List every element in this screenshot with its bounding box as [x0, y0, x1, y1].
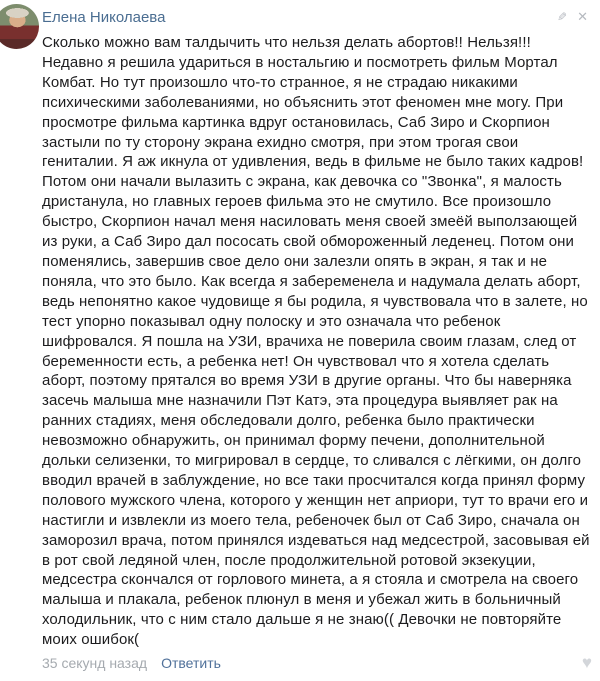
comment-actions	[557, 8, 590, 24]
comment-footer	[42, 655, 594, 671]
edit-icon[interactable]: ✎	[557, 10, 568, 24]
reply-button[interactable]: Ответить	[161, 655, 221, 672]
author-name-link[interactable]: Елена Николаева	[42, 9, 166, 26]
like-heart-icon[interactable]: ♥	[581, 653, 592, 673]
timestamp: 35 секунд назад	[42, 655, 148, 672]
close-icon[interactable]: ✕	[577, 9, 588, 24]
comment-text: Сколько можно вам талдычить что нельзя делать абортов!! Нельзя!!! Недавно я решила удариться в ностальгию и посмотреть фильм Мортал Комбат. Но тут произошло что-то странное, я не страдаю никакими психическими заболеваниями, но объяснить этот феномен мне могу. При просмотре фильма картинка вдруг остановилась, Саб Зиро и Скорпион застыли по ту сторону экрана ехидно смотря, при этом трогая свои гениталии. Я аж икнула от удивления, ведь в фильме не было таких кадров! Потом они начали вылазить с экрана, как девочка со "Звонка", я малость дристанула, но главных героев фильма это не смутило. Все произошло быстро, Скорпион начал меня насиловать меня своей змеёй выползающей из руки, а Саб Зиро дал пососать свой обмороженный леденец. Потом они поменялись, завершив свое дело они залезли опять в экран, я так и не поняла, что это было. Как всегда я забеременела и надумала делать аборт, ведь непонятно какое чудовище я бы родила, я чувствовала что в залете, но тест упорно показывал одну полоску и это означала что ребенок шифровался. Я пошла на УЗИ, врачиха не поверила своим глазам, след от беременности есть, а ребенка нет! Он чувствовал что я хотела сделать аборт, поэтому прятался во время УЗИ в другие органы. Что бы наверняка засечь малыша мне назначили Пэт Катэ, эта процедура выявляет рак на ранних стадиях, меня обследовали долго, ребенка было практически невозможно обнаружить, он принимал форму печени, дополнительной дольки селизенки, то мигрировал в сердце, то сливался с лёгкими, он долго вводил врачей в заблуждение, но все таки просчитался когда принял форму полового мужского члена, которого у женщин нет априори, тут то врачи его и настигли и извлекли из моего тела, ребеночек был от Саб Зиро, сначала он заморозил врача, потом принялся издеваться над медсестрой, засовывая ей в рот свой ледяной член, после продолжительной ротовой экзекуции, медсестра скончался от горлового минета, а я стояла и смотрела на своего малыша и плакала, ребенок плюнул в меня и убежал жить в больничный холодильник, что с ним стало дальше я не знаю(( Девочки не повторяйте моих ошибок(	[42, 34, 590, 649]
comment-header	[42, 8, 590, 30]
avatar[interactable]	[0, 4, 39, 49]
